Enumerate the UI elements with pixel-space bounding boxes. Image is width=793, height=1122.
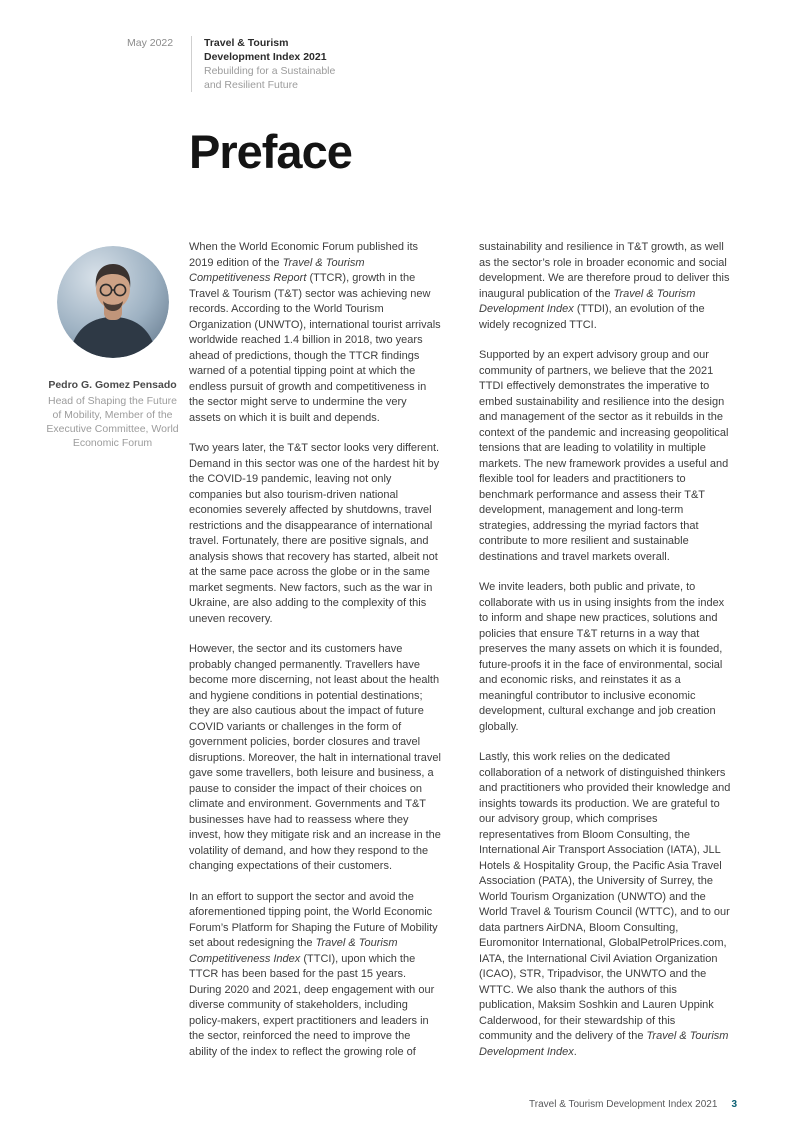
- author-photo: [57, 246, 169, 358]
- text-column-left: [189, 240, 441, 1075]
- paragraph: We invite leaders, both public and private, to collaborate with us in using insights from the index to inform and shape new practices, solutions and policies that ensure T&T returns in a way that preserves the many assets on which it is founded, future-proofs it in the face of environmental, social and economic risks, and reinstates it as a meaningful contributor to inclusive economic development, cultural exchange and job creation globally.: [479, 581, 725, 733]
- paragraph: sustainability and resilience in T&T growth, as well as the sector’s role in broader economic and social development. We are therefore proud to deliver this inaugural publication of the Travel & Tourism Development Index (TTDI), an evolution of the widely recognized TTCI.: [479, 241, 730, 331]
- paragraph: Lastly, this work relies on the dedicated collaboration of a network of distinguished thinkers and practitioners who provided their knowledge and insights towards its production. We are grateful to our advisory group, which comprises representatives from Bloom Consulting, the International Air Transport Association (IATA), JLL Hotels & Hospitality Group, the Pacific Asia Travel Association (PATA), the University of Surrey, the World Tourism Organization (UNWTO) and the World Travel & Tourism Council (WTTC), and to our data partners AirDNA, Bloom Consulting, Euromonitor International, GlobalPetrolPrices.com, IATA, the International Civil Aviation Organization (ICAO), STR, Tripadvisor, the UNWTO and the WTTC. We also thank the authors of this publication, Maksim Soshkin and Lauren Uppink Calderwood, for their stewardship of this community and the delivery of the Travel & Tourism Development Index.: [479, 751, 731, 1058]
- body-columns: [189, 240, 732, 1075]
- report-title-line1: Travel & Tourism: [204, 37, 289, 49]
- portrait-photo-icon: [57, 246, 169, 358]
- author-name: Pedro G. Gomez Pensado: [48, 379, 177, 391]
- document-footer: [529, 1099, 737, 1110]
- header-meta: [204, 36, 335, 92]
- text-column-right: [479, 240, 731, 1075]
- paragraph: Supported by an expert advisory group and our community of partners, we believe that the 2021 TTDI effectively demonstrates the imperative to embed sustainability and resilience into the design and management of the sector as it rebuilds in the context of the pandemic and increasing geopolitical tensions that are leading to volatility in multiple markets. The new framework provides a useful and flexible tool for leaders and practitioners to benchmark performance and assess their T&T development, management and long-term strategies, addressing the myriad factors that contribute to more resilient and sustainable destinations and travel markets overall.: [479, 349, 729, 563]
- footer-report-name: Travel & Tourism Development Index 2021: [529, 1099, 718, 1110]
- author-role: Head of Shaping the Future of Mobility, Member of the Executive Committee, World Economic Forum: [46, 395, 179, 449]
- header-date: May 2022: [127, 37, 174, 49]
- document-header: [127, 36, 335, 92]
- report-title-line2: Development Index 2021: [204, 51, 327, 63]
- author-block: [44, 246, 181, 450]
- paragraph: In an effort to support the sector and avoid the aforementioned tipping point, the World Economic Forum’s Platform for Shaping the Future of Mobility set about redesigning the Travel & Tourism Competitiveness Index (TTCI), upon which the TTCR has been based for the past 15 years. During 2020 and 2021, deep engagement with our diverse community of stakeholders, including policy-makers, expert practitioners and leaders in the sector, reinforced the need to improve the ability of the index to reflect the growing role of: [189, 890, 438, 1058]
- footer-page-number: 3: [731, 1099, 737, 1110]
- header-divider: [191, 36, 192, 92]
- page-title: Preface: [189, 125, 352, 178]
- report-subtitle-line1: Rebuilding for a Sustainable: [204, 65, 336, 77]
- report-subtitle-line2: and Resilient Future: [204, 79, 298, 91]
- paragraph: Two years later, the T&T sector looks very different. Demand in this sector was one of the hardest hit by the COVID-19 pandemic, leaving not only companies but also tourism-driven national economies severely affected by shutdowns, travel restrictions and the disappearance of international travel. Fortunately, there are positive signals, and analysis shows that recovery has started, albeit not at the same pace across the globe or in the same market segments. New factors, such as the war in Ukraine, are also adding to the complexity of this uneven recovery.: [189, 442, 440, 625]
- paragraph: However, the sector and its customers have probably changed permanently. Travellers have become more discerning, not least about the health and hygiene conditions in potential destinations; they are also cautious about the impact of future COVID variants or challenges in the form of government policies, border closures and travel disruptions. Moreover, the halt in international travel gave some travellers, both leisure and business, a pause to consider the impact of their choices on climate and environment. Governments and T&T businesses have had to reassess where they invest, how they mitigate risk and an increase in the volatility of demand, and how they respond to the changing expectations of their customers.: [189, 643, 441, 872]
- paragraph: When the World Economic Forum published its 2019 edition of the Travel & Tourism Competitiveness Report (TTCR), growth in the Travel & Tourism (T&T) sector was achieving new records. According to the World Tourism Organization (UNWTO), international tourist arrivals worldwide reached 1.4 billion in 2018, two years ahead of predictions, though the TTCR findings warned of a potential tipping point at which the endless pursuit of growth and competitiveness in the sector might serve to undermine the very assets on which it is built and depends.: [189, 241, 441, 424]
